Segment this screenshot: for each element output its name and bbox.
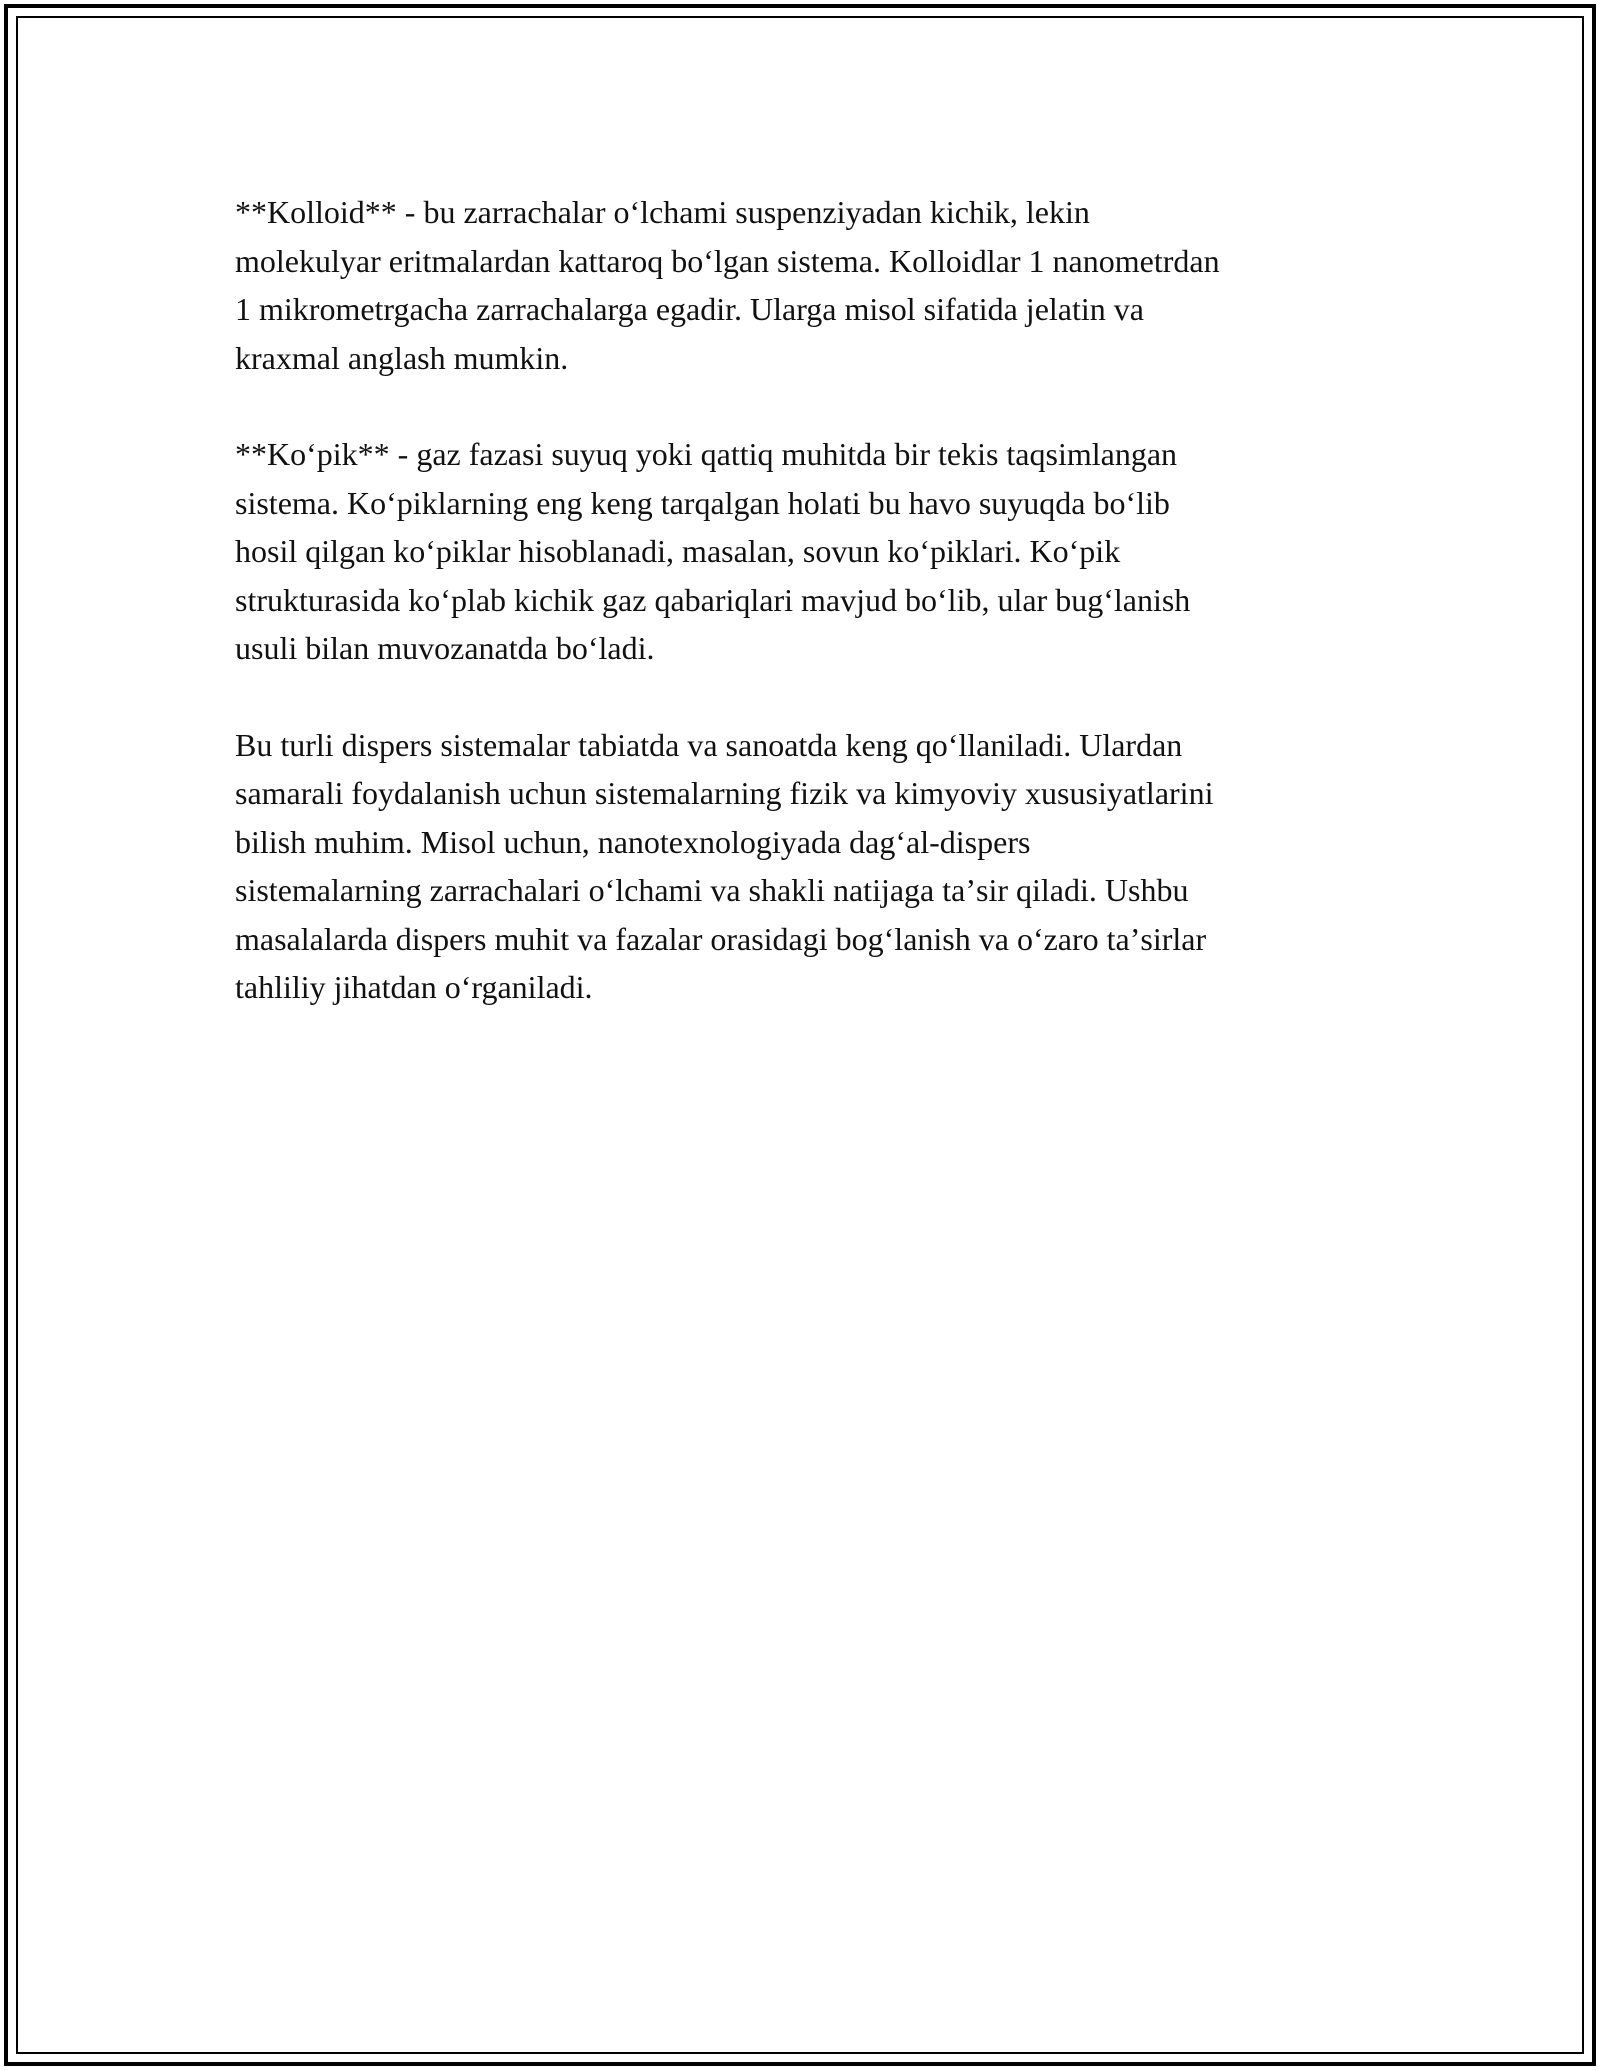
paragraph-kopik: **Koʻpik** - gaz fazasi suyuq yoki qattiq muhitda bir tekis taqsimlangan sistema. Koʻpiklarning eng keng tarqalgan holati bu havo suyuqda boʻlib hosil qilgan koʻpiklar hisoblanadi, masalan, sovun koʻpiklari. Koʻpik strukturasida koʻplab kichik gaz qabariqlari mavjud boʻlib, ular bugʻlanish usuli bilan muvozanatda boʻladi. [235,436,1191,666]
paragraph-kolloid: **Kolloid** - bu zarrachalar oʻlchami suspenziyadan kichik, lekin molekulyar eritmalardan kattaroq boʻlgan sistema. Kolloidlar 1 nanometrdan 1 mikrometrgacha zarrachalarga egadir. Ularga misol sifatida jelatin va kraxmal anglash mumkin. [235,194,1220,376]
document-body [235,188,1370,1060]
paragraph-dispers-systems: Bu turli dispers sistemalar tabiatda va sanoatda keng qoʻllaniladi. Ulardan samarali foydalanish uchun sistemalarning fizik va kimyoviy xususiyatlarini bilish muhim. Misol uchun, nanotexnologiyada dagʻal-dispers sistemalarning zarrachalari oʻlchami va shakli natijaga taʼsir qiladi. Ushbu masalalarda dispers muhit va fazalar orasidagi bogʻlanish va oʻzaro taʼsirlar tahliliy jihatdan oʻrganiladi. [235,726,1214,1005]
